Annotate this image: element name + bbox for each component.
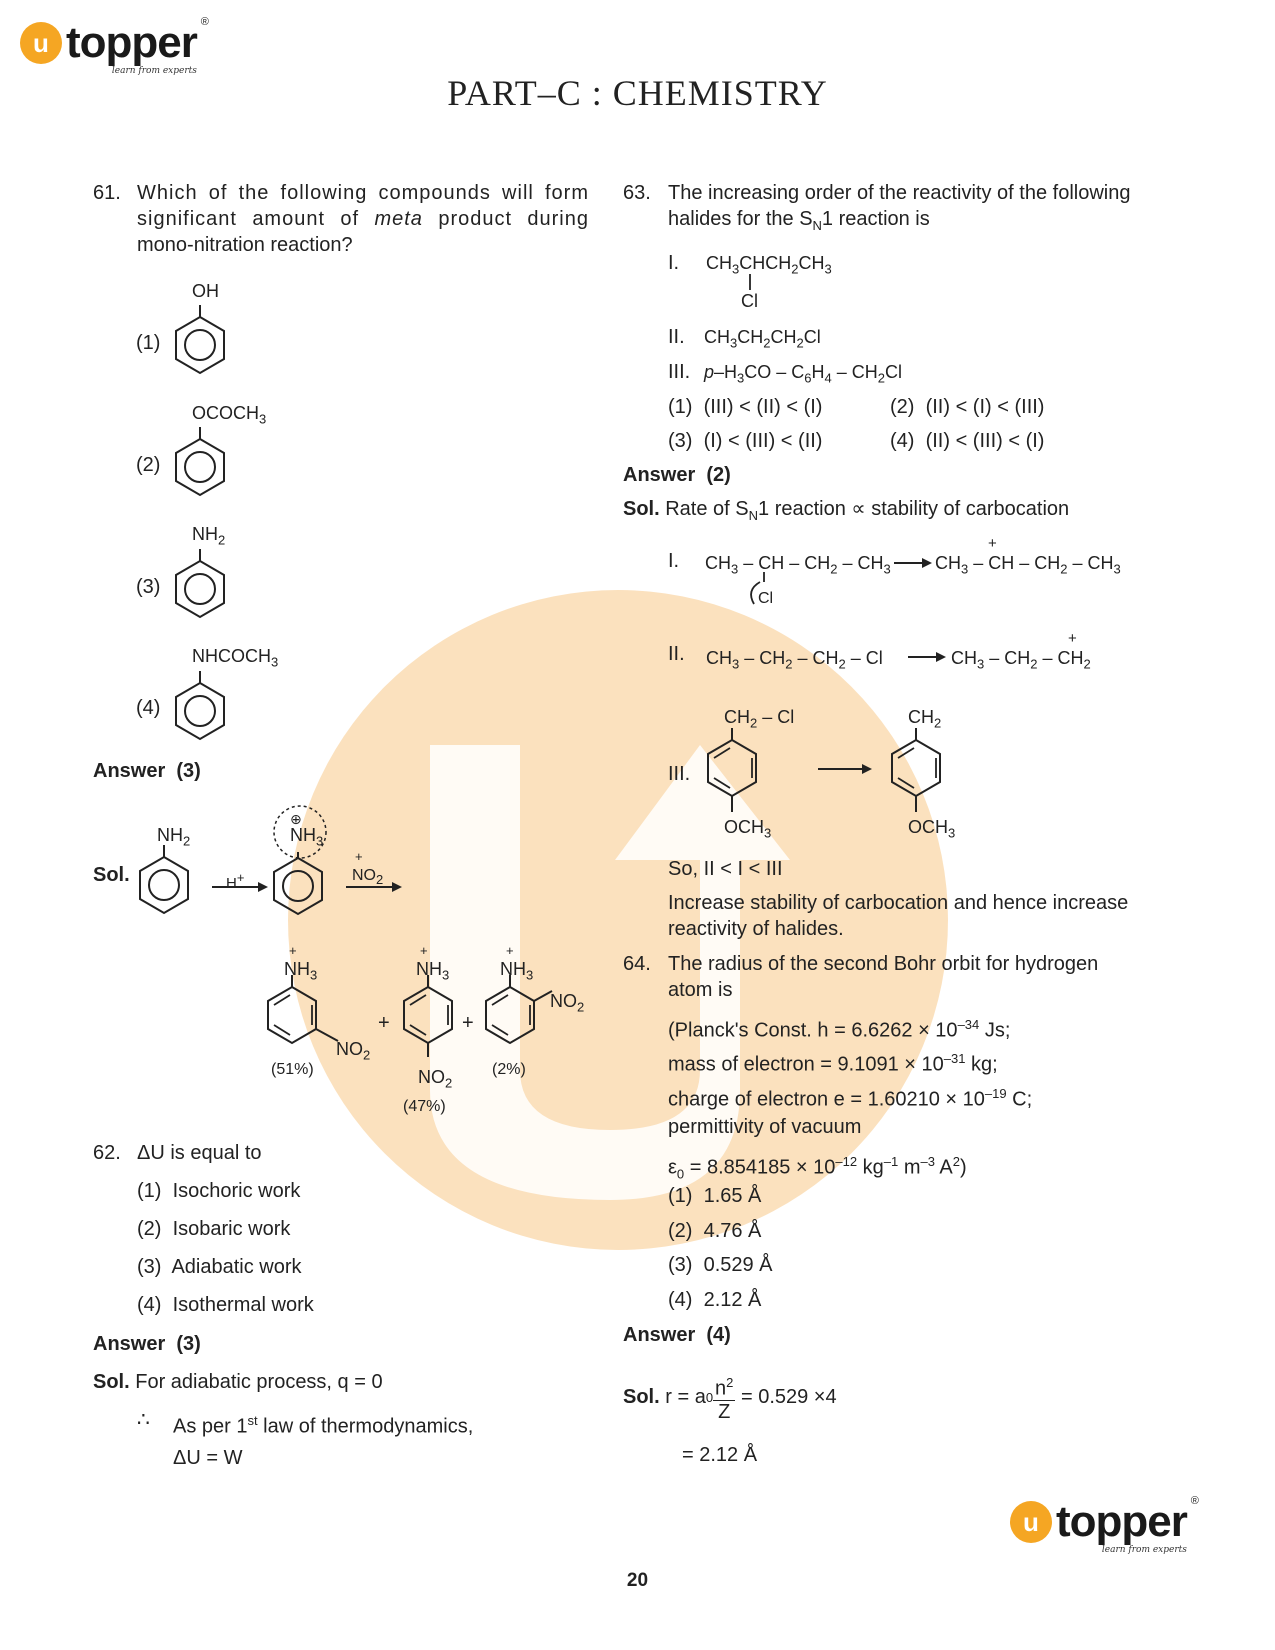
q63-sol-line: Sol. Rate of $S_N1$ reaction ∝ stability of carbocation	[623, 498, 1070, 523]
q63-option3: (3) (I) < (III) < (II)	[668, 430, 823, 452]
q61-option1-label: (1)	[136, 332, 161, 354]
q63-option4: (4) (II) < (III) < (I)	[890, 430, 1045, 452]
q61-product2-no2: $NO_2$	[418, 1067, 453, 1091]
q63-sol-I-reactant: $CH_3$ – CH – $CH_2 - CH_3$	[705, 553, 891, 577]
q61-line2: significant amount of meta product during	[137, 208, 589, 230]
q63-number: 63.	[623, 182, 651, 204]
q61-sol-aniline-ring	[132, 845, 196, 917]
q64-number: 64.	[623, 953, 651, 975]
q61-answer: Answer (3)	[93, 760, 201, 782]
q63-sol-III-product-ring	[884, 728, 948, 820]
q61-product3-pct: (2%)	[492, 1061, 526, 1078]
q63-sol-I-arrow-icon	[892, 556, 934, 570]
q62-sol-line2: As per 1st law of thermodynamics,	[173, 1413, 474, 1438]
header-logo: u topper ® learn from experts	[20, 18, 197, 68]
q64-const5: $\varepsilon_0 = 8.854185 \times 10^{-12}$ $kg^{-1}$ $m^{-3}$ $A^2$)	[668, 1154, 967, 1182]
footer-logo-tagline: learn from experts	[1101, 1545, 1187, 1555]
logo-circle-icon: u	[20, 22, 62, 64]
q63-sol-III-label: III.	[668, 763, 691, 785]
q63-item3-label: III.	[668, 361, 691, 383]
q61-option3-ring	[168, 549, 232, 619]
q64-line2: atom is	[668, 979, 733, 1001]
footer-logo-word: topper	[1056, 1497, 1187, 1546]
q63-sol-I-product: $CH_3$ – CH – $CH_2 - CH_3$	[935, 553, 1121, 577]
q61-anilinium: $NH_3$	[290, 825, 324, 849]
q62-option1: (1) Isochoric work	[137, 1180, 301, 1202]
q64-sol-formula: Sol. r = a 0 $\frac{n^2}{Z}$ = 0.529 ×4	[623, 1372, 837, 1423]
q63-option2: (2) (II) < (I) < (III)	[890, 396, 1045, 418]
q61-product1-nh3: $NH_3$	[284, 959, 318, 983]
q61-reagent-h: H+	[226, 870, 245, 892]
q63-sol-II-label: II.	[668, 643, 685, 665]
q61-number: 61.	[93, 182, 121, 204]
q61-plus1: +	[378, 1012, 390, 1034]
q63-sol-II-arrow-icon	[906, 650, 948, 664]
q63-sol-III-arrow-icon	[816, 762, 874, 776]
q63-item1-formula: $CH_3CHCH_2CH_3$	[706, 253, 832, 277]
q62-question: ΔU is equal to	[137, 1142, 262, 1164]
q61-arrow2-icon	[344, 880, 404, 894]
q61-arrow1-icon	[210, 880, 270, 894]
q64-const4: permittivity of vacuum	[668, 1116, 862, 1138]
q64-fraction: $\frac{n^2}{Z}$	[713, 1372, 735, 1423]
q63-item1-label: I.	[668, 252, 680, 274]
q63-answer: Answer (2)	[623, 464, 731, 486]
footer-logo-circle-icon: u	[1010, 1501, 1052, 1543]
q64-sol-result: = 2.12 Å	[682, 1444, 758, 1466]
q62-option2: (2) Isobaric work	[137, 1218, 291, 1240]
q62-sol-line3: ΔU = W	[173, 1447, 243, 1469]
q62-answer: Answer (3)	[93, 1333, 201, 1355]
q63-sol-II-charge: +	[1068, 630, 1077, 647]
q61-product1-no2: $NO_2$	[336, 1039, 371, 1063]
page-title: PART–C : CHEMISTRY	[447, 73, 828, 113]
q61-option4-group: $NHCOCH_3$	[192, 646, 279, 670]
q63-option1: (1) (III) < (II) < (I)	[668, 396, 823, 418]
q63-line2: halides for the $S_N1$ reaction is	[668, 208, 930, 233]
q61-option2-group: $OCOCH_3$	[192, 403, 267, 427]
q61-line1: Which of the following compounds will form	[137, 182, 589, 204]
q63-conclusion1: Increase stability of carbocation and hence increase	[668, 892, 1129, 914]
q63-sol-II-product: $CH_3 - CH_2 - CH_2$	[951, 648, 1091, 672]
q61-sol-amine: $NH_2$	[157, 825, 191, 849]
q64-const1: (Planck's Const. $h = 6.6262 \times 10^{-34}$ Js;	[668, 1017, 1011, 1042]
q62-option4: (4) Isothermal work	[137, 1294, 314, 1316]
q63-sol-I-label: I.	[668, 550, 680, 572]
q63-item2-label: II.	[668, 326, 685, 348]
q61-plus2: +	[462, 1012, 474, 1034]
q61-option2-ring	[168, 427, 232, 497]
q63-sol-II-reactant: $CH_3 - CH_2 - CH_2$ – Cl	[706, 648, 883, 672]
q63-order: So, II < I < III	[668, 858, 783, 880]
q61-line3: mono-nitration reaction?	[137, 234, 353, 256]
q61-product3-nh3: $NH_3$	[500, 959, 534, 983]
q61-reagent-no2: $NO_2$	[352, 867, 384, 888]
q61-product2-pct: (47%)	[403, 1098, 446, 1115]
q63-sol-I-cl: Cl	[758, 590, 774, 607]
logo-tagline: learn from experts	[111, 66, 197, 76]
q62-option3: (3) Adiabatic work	[137, 1256, 302, 1278]
q62-therefore: ∴	[137, 1409, 150, 1431]
q63-sol-III-product-top: $CH_2$	[908, 707, 942, 731]
q61-option2-label: (2)	[136, 454, 161, 476]
q63-sol-I-charge: +	[988, 535, 997, 552]
q61-option3-label: (3)	[136, 576, 161, 598]
q61-option4-ring	[168, 671, 232, 741]
page-number: 20	[626, 1570, 649, 1591]
q62-sol-line1: Sol. For adiabatic process, q = 0	[93, 1371, 383, 1393]
q61-option4-label: (4)	[136, 697, 161, 719]
q64-option2: (2) 4.76 Å	[668, 1220, 762, 1242]
q63-item3-formula: $p-H_3CO - C_6H_4 - CH_2Cl$	[704, 362, 902, 386]
q62-number: 62.	[93, 1142, 121, 1164]
q63-sol-III-product-och3: $OCH_3$	[908, 817, 956, 841]
q61-product-para-ring	[396, 975, 460, 1071]
q61-product1-pct: (51%)	[271, 1061, 314, 1078]
q64-option4: (4) 2.12 Å	[668, 1289, 762, 1311]
q63-conclusion2: reactivity of halides.	[668, 918, 844, 940]
logo-word: topper	[66, 18, 197, 67]
footer-logo: u topper ® learn from experts	[1010, 1497, 1187, 1547]
q63-sol-III-reactant-top: $CH_2$ – Cl	[724, 707, 795, 731]
q61-product3-no2: $NO_2$	[550, 991, 585, 1015]
q64-answer: Answer (4)	[623, 1324, 731, 1346]
q64-option1: (1) 1.65 Å	[668, 1185, 762, 1207]
q61-plus-charge: ⊕	[290, 811, 302, 827]
q61-option1-group: OH	[192, 281, 219, 301]
q63-item1-cl: Cl	[741, 291, 758, 311]
q61-option3-group: $NH_2$	[192, 524, 226, 548]
q61-option1-ring	[168, 305, 232, 375]
q61-sol-label: Sol.	[93, 864, 130, 886]
q63-item2-formula: $CH_3CH_2CH_2Cl$	[704, 327, 821, 351]
q61-product2-nh3: $NH_3$	[416, 959, 450, 983]
q64-const2: mass of electron = $9.1091 \times 10^{-31}$ kg;	[668, 1051, 998, 1076]
q64-line1: The radius of the second Bohr orbit for hydrogen	[668, 953, 1099, 975]
q63-sol-III-reactant-ring	[700, 728, 764, 820]
q64-const3: charge of electron $e = 1.60210 \times 10^{-19}$ C;	[668, 1086, 1033, 1111]
q63-sol-III-reactant-och3: $OCH_3$	[724, 817, 772, 841]
q63-line1: The increasing order of the reactivity of the following	[668, 182, 1131, 204]
q64-option3: (3) 0.529 Å	[668, 1254, 773, 1276]
